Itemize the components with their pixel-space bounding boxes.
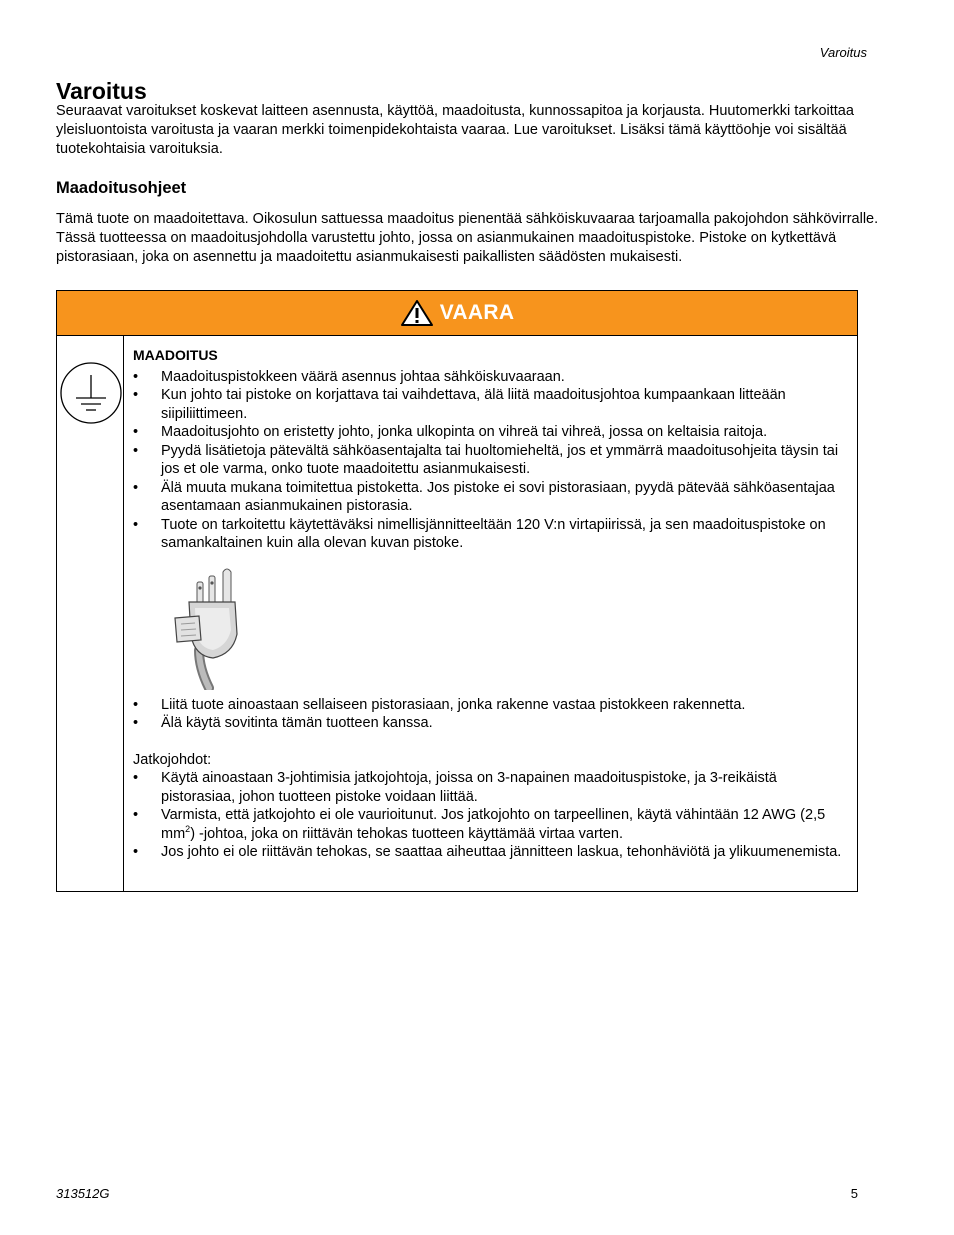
extension-cord-heading: Jatkojohdot:: [133, 751, 212, 768]
danger-label: VAARA: [439, 301, 515, 324]
bullet-item: • Älä käytä sovitinta tämän tuotteen kanssa.: [133, 714, 849, 733]
spacer: [133, 733, 849, 751]
intro-paragraph: Seuraavat varoitukset koskevat laitteen asennusta, käyttöä, maadoitusta, kunnossapitoa ja korjausta. Huutomerkki tarkoittaa yleisluontoista varoitusta ja vaaran merkki toimenpidekohtaista vaaraa. Lue varoitukset. Lisäksi tämä käyttöohje voi sisältää tuotekohtaisia varoituksia.: [56, 103, 854, 157]
ground-symbol-icon: [59, 361, 123, 425]
bullet-item: • Älä muuta mukana toimitettua pistoketta. Jos pistoke ei sovi pistorasiaan, pyydä pätevää sähköasentajaa asentamaan asianmukainen pistorasia.: [133, 479, 849, 516]
warning-bullet-list: [133, 368, 849, 553]
bullet-item: • Liitä tuote ainoastaan sellaiseen pistorasiaan, jonka rakenne vastaa pistokkeen rakennetta.: [133, 696, 849, 715]
bullet-text: Varmista, että jatkojohto ei ole vaurioitunut. Jos jatkojohto on tarpeellinen, käytä vähintään 12 AWG (2,5 mm: [161, 807, 826, 842]
danger-warning-box: [56, 290, 858, 892]
bullet-item: • Käytä ainoastaan 3-johtimisia jatkojohtoja, joissa on 3-napainen maadoituspistoke, ja 3-reikäistä pistorasiaa, johon tuotteen pistoke voidaan liittää.: [133, 769, 849, 806]
warning-content: [133, 346, 849, 862]
bullet-item: • Jos johto ei ole riittävän tehokas, se saattaa aiheuttaa jännitteen laskua, tehonhäviötä ja ylikuumenemista.: [133, 843, 849, 862]
grounding-heading: Maadoitusohjeet: [56, 179, 187, 197]
bullet-item: • Kun johto tai pistoke on korjattava tai vaihdettava, älä liitä maadoitusjohtoa kumpaankaan litteään siipiliittimeen.: [133, 386, 849, 423]
superscript: 2: [185, 823, 191, 834]
running-header: Varoitus: [819, 45, 867, 60]
warning-triangle-icon: [400, 299, 434, 327]
page-title: Varoitus: [56, 78, 147, 104]
bullet-item: • Tuote on tarkoitettu käytettäväksi nimellisjännitteeltään 120 V:n virtapiirissä, ja sen maadoituspistoke on samankaltainen kuin alla olevan kuvan pistoke.: [133, 516, 849, 553]
page-number: 5: [850, 1186, 858, 1201]
document-number: 313512G: [56, 1186, 110, 1201]
bullet-item: • Pyydä lisätietoja pätevältä sähköasentajalta tai huoltomieheltä, jos et ymmärrä maadoitusohjeita täysin tai jos et ole varma, onko tuote maadoitettu asianmukaisesti.: [133, 442, 849, 479]
symbol-column: [57, 336, 124, 891]
bullet-item: • Maadoitusjohto on eristetty johto, jonka ulkopinta on vihreä tai vihreä, jossa on keltaisia raitoja.: [133, 423, 849, 442]
warning-body: [57, 336, 857, 891]
extension-bullet-list: [133, 769, 849, 862]
grounded-plug-illustration: [165, 564, 245, 690]
bullet-item: • Maadoituspistokkeen väärä asennus johtaa sähköiskuvaaraan.: [133, 368, 849, 387]
warning-bullet-list-2: [133, 696, 849, 733]
bullet-text: ) -johtoa, joka on riittävän tehokas tuotteen käyttämää virtaa varten.: [190, 825, 624, 842]
grounding-paragraph: Tämä tuote on maadoitettava. Oikosulun sattuessa maadoitus pienentää sähköiskuvaaraa tarjoamalla pakojohdon sähkövirralle. Tässä tuotteessa on maadoitusjohdolla varustettu johto, jossa on asianmukainen maadoituspistoke. Pistoke on kytkettävä pistorasiaan, joka on asennettu ja maadoitettu asianmukaisesti paikallisten säädösten mukaisesti.: [56, 211, 879, 265]
warning-heading: MAADOITUS: [133, 347, 218, 363]
danger-header: [57, 291, 857, 336]
bullet-item: [133, 806, 849, 843]
